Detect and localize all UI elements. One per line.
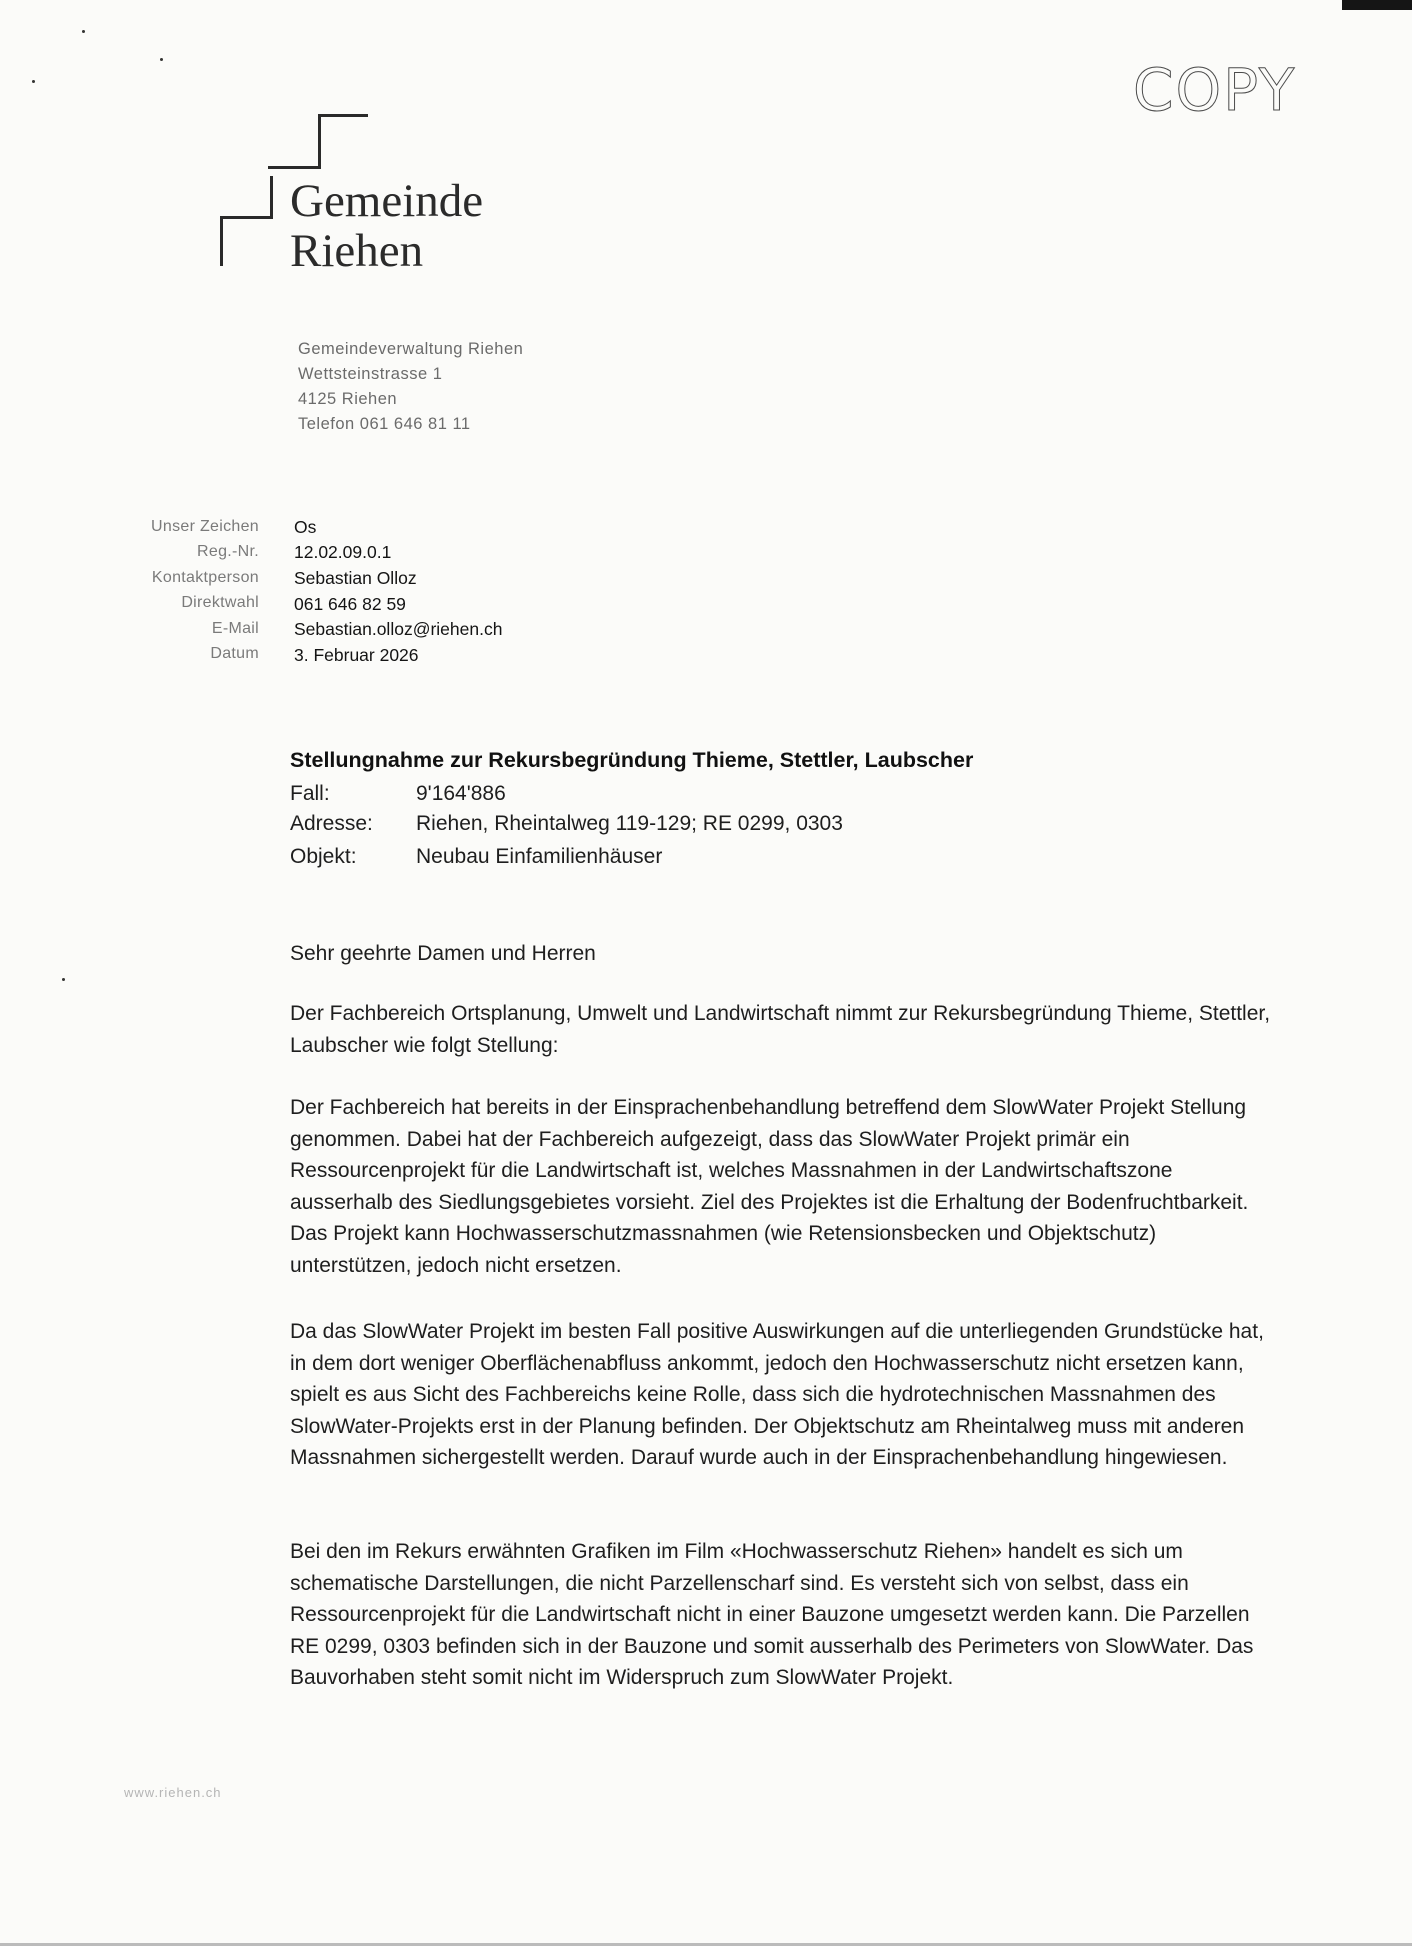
scan-speck — [82, 30, 85, 33]
body-paragraph: Der Fachbereich Ortsplanung, Umwelt und Landwirtschaft nimmt zur Rekursbegründung Thieme, Stettler, Laubscher wie folgt Stellung: — [290, 1002, 1271, 1057]
meta-label: Direktwahl — [181, 594, 259, 611]
logo-line — [270, 176, 273, 218]
logo-line — [220, 216, 223, 266]
meta-label: Kontaktperson — [151, 569, 259, 586]
logo-line1: Gemeinde — [290, 175, 484, 227]
footer-website: www.riehen.ch — [124, 1785, 222, 1800]
sender-line-2: Wettsteinstrasse 1 — [298, 365, 443, 383]
meta-value: Os — [294, 517, 317, 537]
meta-value: 3. Februar 2026 — [294, 645, 419, 665]
sender-line-4: Telefon 061 646 81 11 — [298, 415, 471, 433]
body-paragraph: Da das SlowWater Projekt im besten Fall positive Auswirkungen auf die unterliegenden Grundstücke hat, in dem dort weniger Oberflächenabfluss ankommt, jedoch den Hochwasserschutz nicht ersetzen kann, spielt es aus Sicht des Fachbereichs keine Rolle, dass sich die hydrotechnischen Massnahmen des SlowWater-Projekts erst in der Planung befinden. Der Objektschutz am Rheintalweg muss mit anderen Massnahmen sichergestellt werden. Darauf wurde auch in der Einsprachenbehandlung hingewiesen. — [290, 1320, 1264, 1469]
logo-line — [318, 114, 321, 166]
scan-speck — [160, 58, 163, 61]
sender-line-3: 4125 Riehen — [298, 390, 398, 408]
logo-line — [268, 166, 321, 169]
meta-label: E-Mail — [211, 620, 259, 637]
salutation: Sehr geehrte Damen und Herren — [290, 942, 596, 965]
meta-label: Reg.-Nr. — [197, 543, 259, 560]
subject-heading: Stellungnahme zur Rekursbegründung Thieme, Stettler, Laubscher — [290, 748, 974, 772]
scan-speck — [32, 80, 35, 83]
meta-value: Sebastian.olloz@riehen.ch — [294, 619, 503, 639]
logo-line2: Riehen — [290, 225, 424, 277]
meta-value: 12.02.09.0.1 — [294, 542, 392, 562]
copy-stamp: COPY — [1133, 56, 1297, 124]
info-label: Objekt: — [290, 845, 357, 868]
meta-value: 061 646 82 59 — [294, 594, 406, 614]
info-value: Riehen, Rheintalweg 119-129; RE 0299, 0303 — [416, 812, 843, 835]
logo-line — [318, 114, 368, 117]
meta-value: Sebastian Olloz — [294, 568, 417, 588]
scan-speck — [62, 978, 65, 981]
body-paragraph: Bei den im Rekurs erwähnten Grafiken im Film «Hochwasserschutz Riehen» handelt es sich um schematische Darstellungen, die nicht Parzellenscharf sind. Es versteht sich von selbst, dass ein Ressourcenprojekt für die Landwirtschaft nicht in einer Bauzone umgesetzt werden kann. Die Parzellen RE 0299, 0303 befinden sich in der Bauzone und somit ausserhalb des Perimeters von SlowWater. Das Bauvorhaben steht somit nicht im Widerspruch zum SlowWater Projekt. — [290, 1540, 1254, 1689]
info-label: Fall: — [290, 782, 330, 805]
scan-edge-bar — [1342, 0, 1412, 10]
meta-label: Datum — [210, 645, 259, 662]
info-value: Neubau Einfamilienhäuser — [416, 845, 663, 868]
meta-label: Unser Zeichen — [151, 518, 259, 535]
info-label: Adresse: — [290, 812, 373, 835]
body-paragraph: Der Fachbereich hat bereits in der Einsprachenbehandlung betreffend dem SlowWater Projekt Stellung genommen. Dabei hat der Fachbereich aufgezeigt, dass das SlowWater Projekt primär ein Ressourcenprojekt für die Landwirtschaft ist, welches Massnahmen in der Landwirtschaftszone ausserhalb des Siedlungsgebietes vorsieht. Ziel des Projektes ist die Erhaltung der Bodenfruchtbarkeit. Das Projekt kann Hochwasserschutzmassnahmen (wie Retensionsbecken und Objektschutz) unterstützen, jedoch nicht ersetzen. — [290, 1096, 1249, 1277]
info-value: 9'164'886 — [416, 782, 506, 805]
logo-line — [220, 216, 273, 219]
sender-line-1: Gemeindeverwaltung Riehen — [298, 340, 524, 358]
